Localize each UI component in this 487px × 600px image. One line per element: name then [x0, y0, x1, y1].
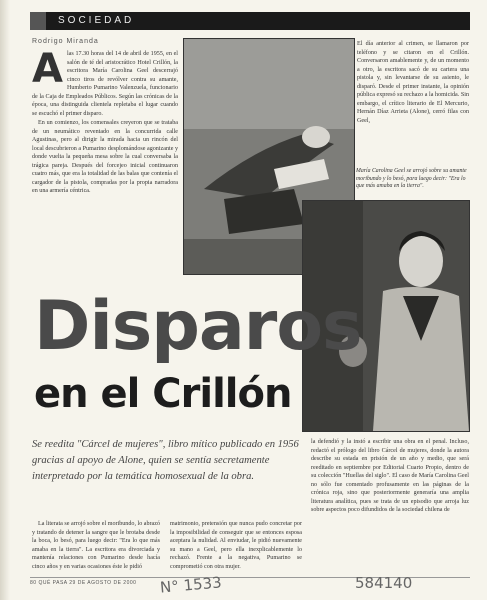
paragraph-right-bottom: la defendió y la instó a escribir una obra en el penal. Incluso, redactó el prólogo del libro Cárcel de mujeres, donde la autora describe su estada en prisión de un año y medio, que será reeditado en septiembre por Editorial Cuarto Propio, dentro de su colección "Huellas del siglo". El caso de María Carolina Geel no sólo fue comentado profusamente en las páginas de la crónica roja, sino que posteriormente generaría una amplia literatura analítica, pues se trata de un episodio que arroja luz sobre aspectos poco difundidos de la sociedad chilena de [311, 439, 469, 513]
paragraph-2: En un comienzo, los comensales creyeron que se trataba de un neumático reventado en la concurrida calle Agustinas, pero al dirigir la mirada hacia un rincón del local descubrieron a Pumarino desplomándose agonizante y donde vuelta la pequeña mesa sobre la cual conversaba la trágica pareja. Después del forcejeo inicial continuaron cuatro más, que era la totalidad de las balas que contenía el cargador de la pistola, compradas por la propia narradora en una armería céntrica. [32, 120, 178, 194]
page-edge-shadow [0, 0, 10, 600]
article-column-1 [32, 50, 178, 270]
article-column-bottom-1 [32, 520, 160, 576]
handwritten-number-2: 584140 [355, 574, 413, 592]
drop-cap: A [32, 50, 63, 92]
deck-subtitle: Se reedita "Cárcel de mujeres", libro mítico publicado en 1956 gracias al apoyo de Alone, quien se sentía secretamente interpretado por la temática homosexual de la obra. [32, 439, 299, 482]
article-column-3 [357, 40, 469, 164]
headline-line-1: Disparos [34, 287, 362, 366]
paragraph-3: El día anterior al crimen, se llamaron por teléfono y se citaron en el Crillón. Conversaron amablemente y, de un momento a otro, la escritora sacó de su cartera una pistola y, sin levantarse de su asiento, le disparó. Desde el primer instante, la opinión pública expresó su rechazo a la homicida. Sin embargo, el crítico literario de El Mercurio, Hernán Díaz Arrieta (Alone), cerró filas con Geel, [357, 41, 469, 124]
paragraph-1: las 17.30 horas del 14 de abril de 1955, en el salón de té del aristocrático Hotel Crillón, la escritora María Carolina Geel descerrajó cinco tiros de revólver contra su amante, Humberto Pumarino Valenzuela, funcionario de la Caja de Empleados Públicos. Según las crónicas de la época, una distinguida clientela repletaba el lugar cuando se escuchó el primer disparo. [32, 51, 178, 117]
headline-line-2: en el Crillón [34, 371, 292, 417]
section-marker [30, 12, 46, 30]
photo-caption: María Carolina Geel se arrojó sobre su amante moribundo y lo besó, para luego decir: "Era lo que más amaba en la tierra". [356, 168, 467, 189]
article-column-right-bottom [311, 438, 469, 576]
page-footer: 80 QUÉ PASA 29 DE AGOSTO DE 2000 [30, 580, 137, 586]
handwritten-number-1: N° 1533 [159, 573, 223, 597]
article-column-bottom-2 [170, 520, 302, 576]
paragraph-bottom-1: La literata se arrojó sobre el moribundo, lo abrazó y tratando de detener la sangre que le brotaba desde la boca, lo besó, para luego decir: "Era lo que más amaba en la tierra". La escritora era divorciada y mantenía relaciones con Pumarino desde hacía cinco años y en varias ocasiones éste le pidió [32, 521, 160, 570]
byline: Rodrigo Miranda [32, 38, 99, 45]
section-label: SOCIEDAD [58, 15, 135, 26]
paragraph-bottom-2: matrimonio, pretensión que nunca pudo concretar por la imposibilidad de conseguir que se entonces esposa aceptara la nulidad. Al enviudar, le pidió nuevamente su mano a Geel, pero ella inexplicablemente lo rechazó. Frente a la negativa, Pumarino se comprometió con otra mujer. [170, 521, 302, 570]
